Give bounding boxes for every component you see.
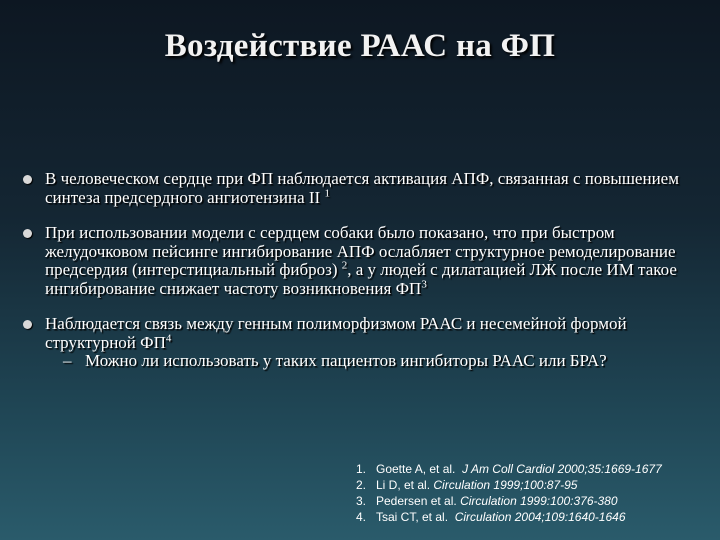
reference-authors: Tsai CT, et al. (376, 510, 449, 524)
bullet-text: При использовании модели с сердцем собаки было показано, что при быстром желудочковом пейсинге ингибирование АПФ ослабляет структурное ремоделирование предсердия (интерстициальный фиброз) (45, 223, 676, 279)
bullet-item (20, 315, 710, 371)
citation-superscript: 3 (421, 277, 427, 290)
bullet-text: , а у людей с дилатацией ЛЖ после ИМ такое ингибирование снижает частоту возникновения ФП (45, 260, 677, 298)
reference-journal: Circulation 1999;100:87-95 (433, 478, 578, 492)
reference-item (356, 509, 716, 525)
bullet-item (20, 170, 710, 207)
citation-superscript: 2 (341, 259, 348, 272)
bullet-dot-icon (23, 229, 32, 238)
sub-bullet-item (45, 352, 710, 371)
reference-authors: Goette A, et al. (376, 462, 456, 476)
reference-item (356, 493, 716, 509)
bullet-list (20, 170, 710, 388)
bullet-item (20, 224, 710, 298)
reference-authors: Li D, et al. (376, 478, 431, 492)
reference-item (356, 461, 716, 477)
reference-number: 2. (356, 478, 367, 492)
bullet-dot-icon (23, 320, 32, 329)
reference-number: 3. (356, 494, 367, 508)
citation-superscript: 4 (165, 331, 172, 344)
bullet-dot-icon (23, 175, 32, 184)
reference-authors: Pedersen et al. (376, 494, 457, 508)
reference-journal: Circulation 1999:100:376-380 (460, 494, 618, 508)
reference-number: 1. (356, 462, 367, 476)
dash-marker: – (63, 351, 72, 370)
sub-bullet-text: Можно ли использовать у таких пациентов ингибиторы РААС или БРА? (85, 351, 607, 370)
reference-number: 4. (356, 510, 367, 524)
bullet-text: Наблюдается связь между генным полиморфизмом РААС и несемейной формой структурной ФП (45, 314, 627, 352)
slide-title: Воздействие РААС на ФП (164, 28, 556, 64)
reference-journal: Circulation 2004;109:1640-1646 (454, 510, 626, 524)
reference-journal: J Am Coll Cardiol 2000;35:1669-1677 (462, 462, 662, 476)
reference-item (356, 477, 716, 493)
reference-list (356, 461, 716, 525)
bullet-text: В человеческом сердце при ФП наблюдается активация АПФ, связанная с повышением синтеза предсердного ангиотензина II (45, 169, 679, 207)
citation-superscript: 1 (324, 186, 330, 199)
